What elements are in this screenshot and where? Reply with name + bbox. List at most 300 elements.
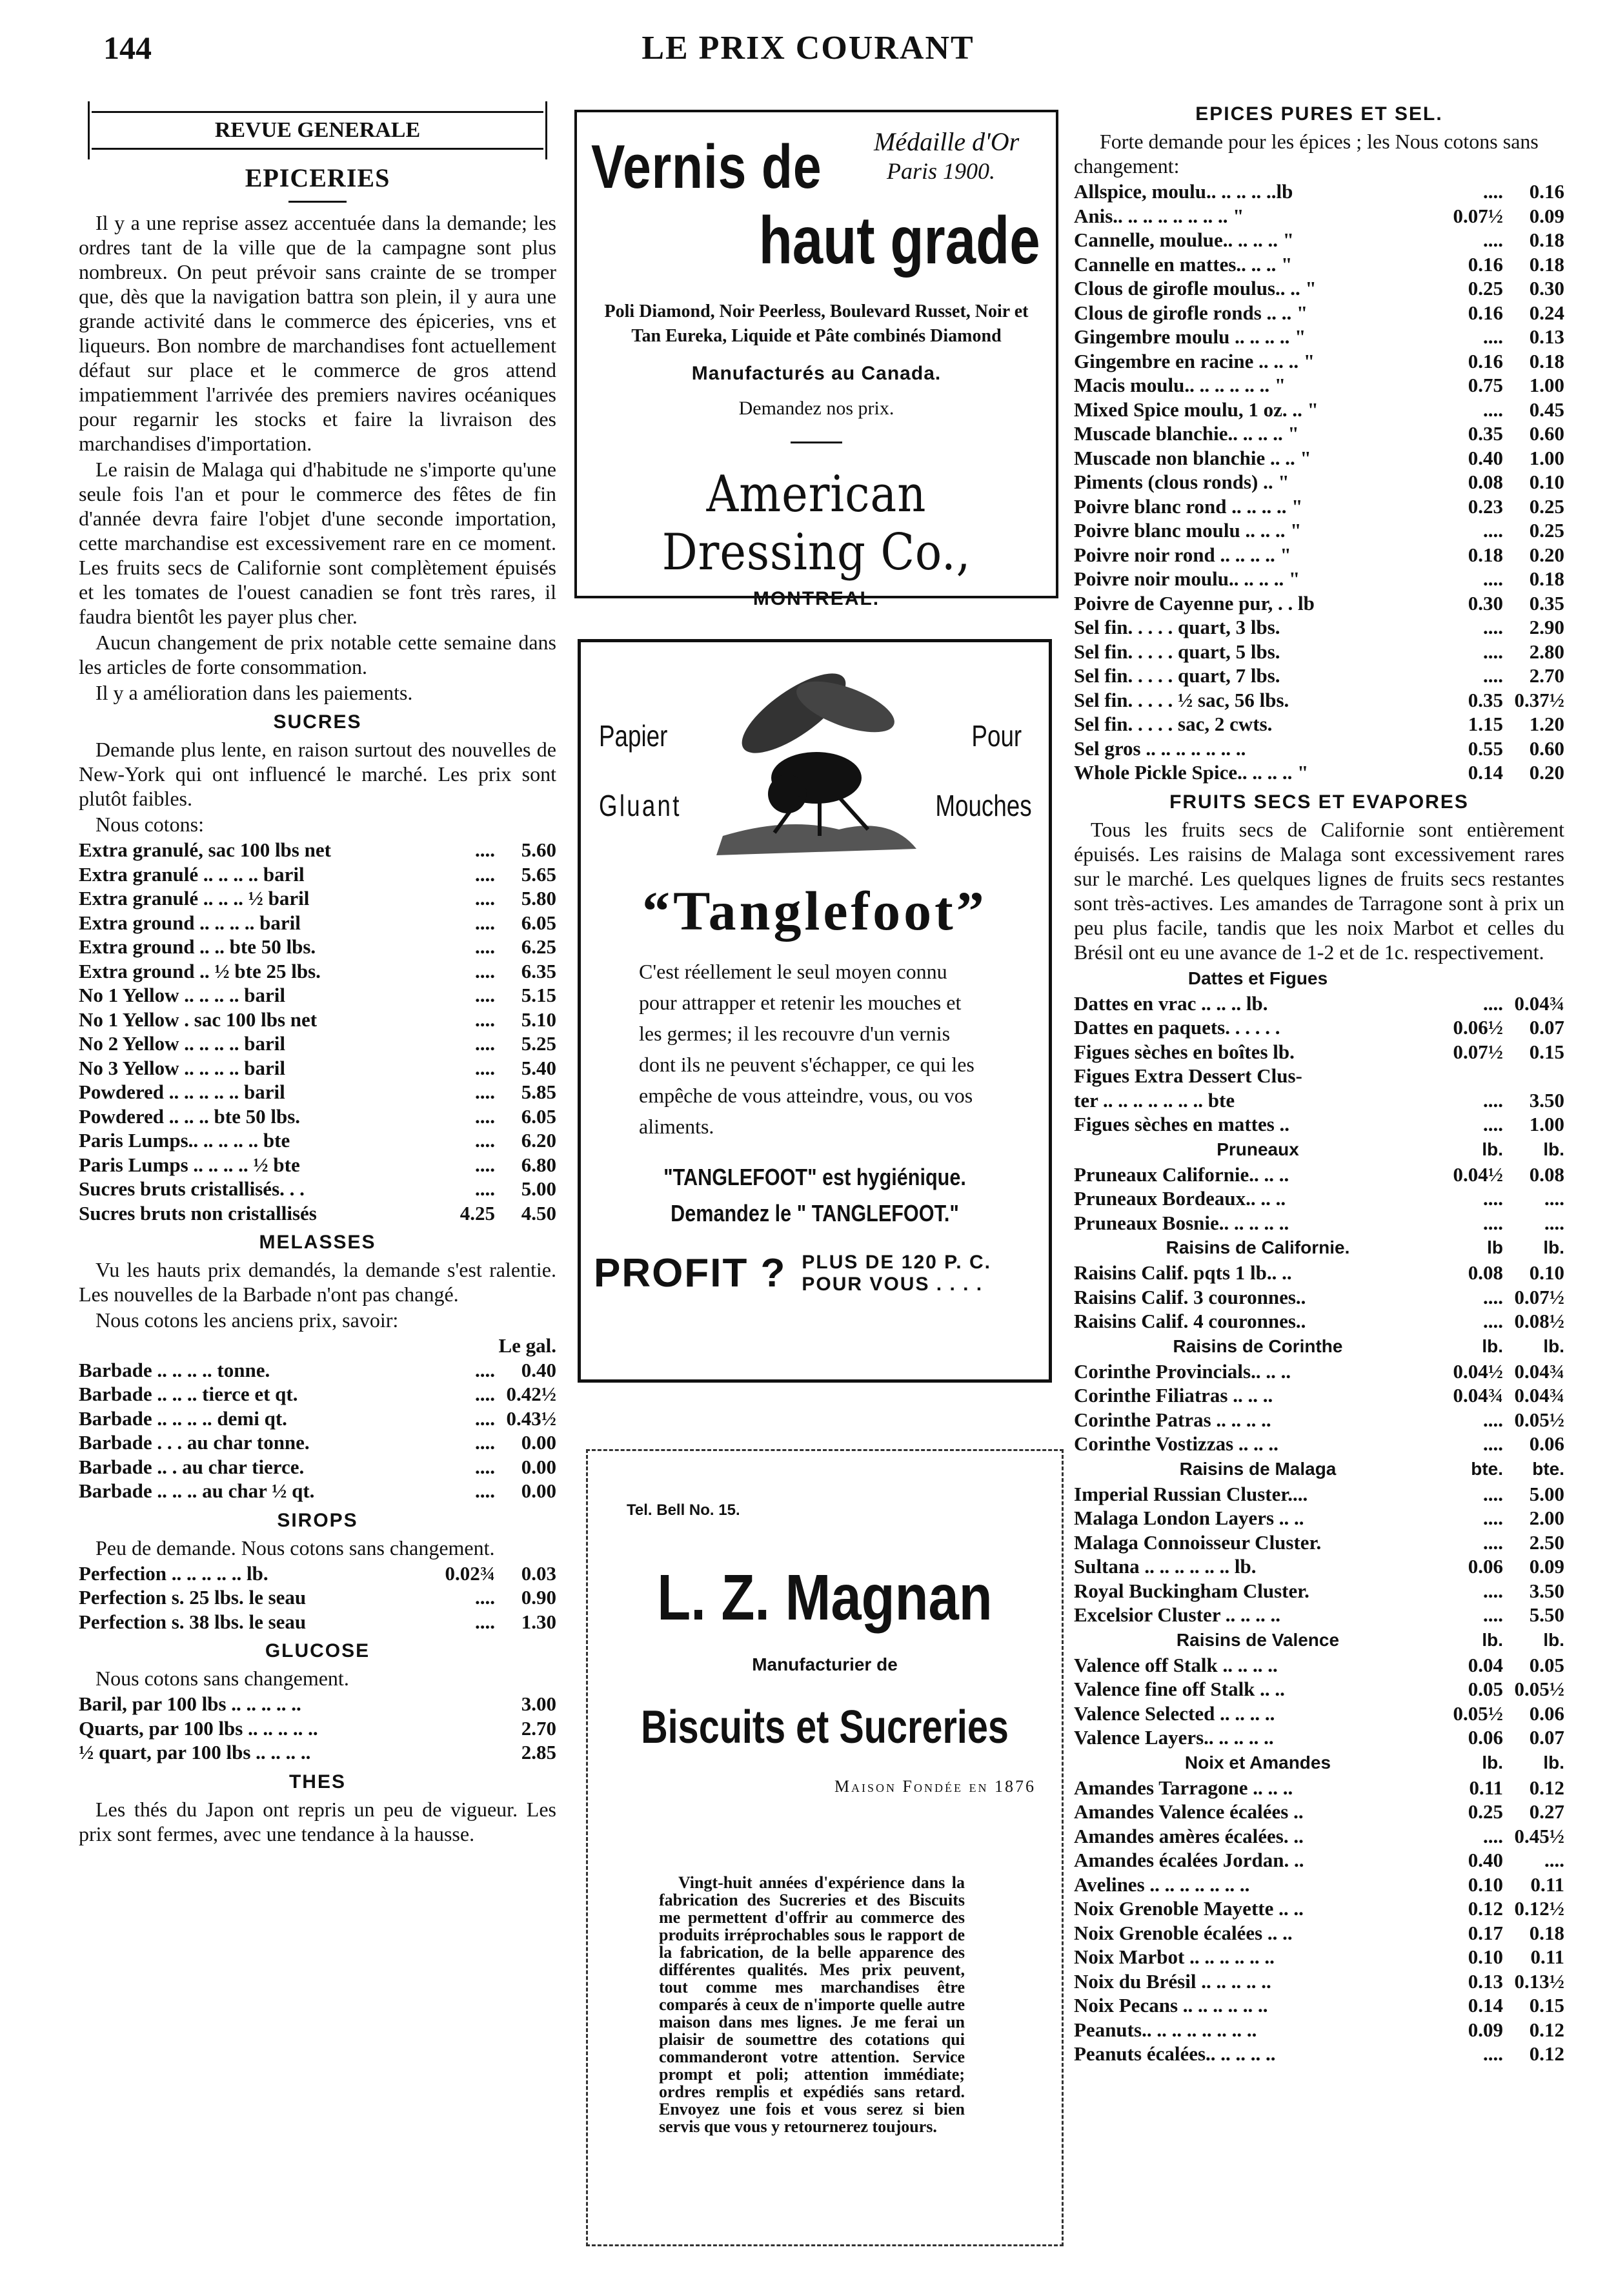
item-name: Malaga Connoisseur Cluster. (1074, 1530, 1322, 1554)
price-high: 5.60 (521, 838, 556, 861)
table-row (79, 1561, 556, 1586)
price-low: .... (475, 1455, 495, 1478)
subsection-header (1074, 1235, 1564, 1261)
price-high: 0.16 (1529, 180, 1564, 203)
price-low (434, 1692, 495, 1716)
item-name: Poivre noir moulu.. .. .. .. " (1074, 567, 1300, 590)
item-name: Amandes Tarragone .. .. .. (1074, 1776, 1293, 1799)
price-high: 1.00 (1529, 1113, 1564, 1135)
table-row (79, 1692, 556, 1716)
item-name: Pruneaux Californie.. .. .. (1074, 1163, 1289, 1186)
item-name: Corinthe Patras .. .. .. .. (1074, 1408, 1271, 1431)
table-row (79, 838, 556, 862)
page-header (0, 29, 1616, 74)
item-name: Cannelle en mattes.. .. .. " (1074, 252, 1293, 276)
table-row (1074, 1873, 1564, 1897)
item-name: Royal Buckingham Cluster. (1074, 1579, 1309, 1602)
glucose-lead: Nous cotons sans changement. (96, 1667, 349, 1690)
price-low: 0.05½ (1453, 1702, 1503, 1725)
price-low: .... (475, 1383, 495, 1405)
price-low: .... (1483, 2042, 1503, 2065)
price-high: 5.85 (521, 1081, 556, 1103)
ad2-papier: Papier (599, 719, 668, 753)
price-low: .... (475, 1479, 495, 1502)
price-low: .... (475, 1610, 495, 1633)
price-low: .... (1483, 1507, 1503, 1529)
ad1-ask: Demandez nos prix. (738, 398, 894, 419)
price-high: 0.30 (1529, 277, 1564, 300)
epices-intro: Forte demande pour les épices ; les Nous cotons sans changement: (1074, 130, 1539, 178)
price-high: 0.25 (1529, 519, 1564, 542)
price-high: 5.50 (1529, 1603, 1564, 1626)
price-high: 0.37½ (1514, 688, 1564, 711)
section-epices: EPICES PURES ET SEL. (1195, 103, 1443, 125)
table-row (1074, 1432, 1564, 1456)
table-row (79, 983, 556, 1008)
table-row (79, 1056, 556, 1081)
item-name: Muscade non blanchie .. .. " (1074, 446, 1311, 469)
price-high: 0.12½ (1514, 1897, 1564, 1920)
subsection-header (1074, 1627, 1564, 1653)
table-row (79, 886, 556, 911)
paragraph: Le raisin de Malaga qui d'habitude ne s'importe qu'une seule fois l'an et pour le commerce des fêtes de fin d'année devra faire l'objet d'une seconde importation, cette marchandise est excessivement rare en ce moment. Les fruits secs de Californie sont complètement épuisés et les tomates de l'ouest canadien se font très rares, il faudra bientôt les payer plus cher. (79, 458, 556, 628)
subsection-header (1074, 1456, 1564, 1482)
item-name: Sel fin. . . . . quart, 7 lbs. (1074, 664, 1280, 687)
item-name: Gingembre moulu .. .. .. .. " (1074, 325, 1306, 348)
table-row (1074, 543, 1564, 567)
price-high: 3.50 (1529, 1579, 1564, 1602)
price-high: 0.27 (1529, 1800, 1564, 1823)
section-melasses: MELASSES (259, 1232, 376, 1253)
price-high: 5.25 (521, 1032, 556, 1055)
price-high: 5.10 (521, 1008, 556, 1031)
table-row (1074, 179, 1564, 204)
price-low: .... (1483, 1187, 1503, 1210)
table-row (1074, 470, 1564, 494)
price-high: 0.20 (1529, 543, 1564, 566)
unit-low: lb. (1482, 1629, 1503, 1650)
price-low: .... (475, 959, 495, 982)
item-name: Macis moulu.. .. .. .. .. .. " (1074, 374, 1286, 396)
item-name: Sucres bruts non cristallisés (79, 1201, 317, 1224)
page-number: 144 (103, 30, 152, 66)
table-row (1074, 1064, 1564, 1088)
price-low: 0.18 (1468, 543, 1503, 566)
price-low: 0.35 (1468, 688, 1503, 711)
price-low: .... (1483, 1088, 1503, 1112)
item-name: Whole Pickle Spice.. .. .. .. " (1074, 761, 1309, 784)
item-name: Perfection s. 38 lbs. le seau (79, 1610, 307, 1633)
price-high: 2.80 (1529, 640, 1564, 663)
price-high: 0.06 (1529, 1432, 1564, 1455)
price-high: 0.11 (1530, 1873, 1564, 1896)
ad2-brand: “Tanglefoot” (642, 880, 987, 942)
subsection-title: Raisins de Corinthe (1173, 1336, 1343, 1356)
table-row (1074, 737, 1564, 761)
price-high: 0.00 (521, 1431, 556, 1454)
item-name: Noix Grenoble écalées .. .. (1074, 1921, 1293, 1944)
price-high: 1.20 (1529, 713, 1564, 735)
item-name: Barbade .. . au char tierce. (79, 1455, 305, 1478)
table-row (1074, 204, 1564, 229)
item-name: Noix Grenoble Mayette .. .. (1074, 1897, 1304, 1920)
price-high: 0.20 (1529, 761, 1564, 784)
price-high: 5.00 (521, 1177, 556, 1200)
subsection-header (1074, 1750, 1564, 1776)
price-low: 0.35 (1468, 422, 1503, 445)
price-low: 0.16 (1468, 252, 1503, 276)
table-row (79, 1104, 556, 1129)
ad2-body: C'est réellement le seul moyen connu pour attrapper et retenir les mouches et les germes; il les recouvre d'un vernis dont ils ne peuvent s'échapper, ce qui les empêche de vous atteindre, vous, ou vos aliments. (639, 960, 975, 1138)
unit-high: lb. (1543, 1336, 1564, 1356)
price-low: .... (1483, 229, 1503, 251)
price-high: 0.45½ (1514, 1824, 1564, 1847)
price-high: 2.85 (521, 1741, 556, 1763)
item-name: Extra granulé, sac 100 lbs net (79, 838, 331, 861)
unit-high: lb. (1543, 1237, 1564, 1257)
price-low: 0.25 (1468, 277, 1503, 300)
item-name: Muscade blanchie.. .. .. .. " (1074, 422, 1299, 445)
item-name: Sel fin. . . . . quart, 5 lbs. (1074, 640, 1280, 663)
item-name: Sel fin. . . . . quart, 3 lbs. (1074, 616, 1280, 638)
item-name: Barbade .. .. .. .. tonne. (79, 1358, 270, 1381)
price-low: .... (1483, 1530, 1503, 1554)
ad1-medal1: Médaille d'Or (874, 127, 1020, 156)
price-low: .... (1483, 567, 1503, 590)
price-low: 0.10 (1468, 1873, 1503, 1896)
table-row (1074, 252, 1564, 277)
ad1-line2: haut grade (759, 203, 1040, 278)
sirops-table (79, 1561, 556, 1634)
unit-high: bte. (1532, 1458, 1564, 1479)
table-row (1074, 1776, 1564, 1800)
price-low: .... (1483, 1310, 1503, 1332)
table-row (79, 1610, 556, 1634)
price-high: 2.50 (1529, 1530, 1564, 1554)
price-high: 5.15 (521, 984, 556, 1006)
price-high: 0.60 (1529, 422, 1564, 445)
subsection-header (1074, 966, 1564, 991)
price-high: 5.80 (521, 887, 556, 909)
table-row (1074, 712, 1564, 737)
price-low (1442, 1064, 1503, 1088)
item-name: Corinthe Vostizzas .. .. .. (1074, 1432, 1278, 1455)
price-low: 1.15 (1468, 713, 1503, 735)
table-row (79, 1153, 556, 1177)
price-low: 0.16 (1468, 301, 1503, 324)
item-name: Pruneaux Bosnie.. .. .. .. .. (1074, 1211, 1289, 1234)
table-row (1074, 2042, 1564, 2066)
item-name: Dattes en paquets. . . . . . (1074, 1016, 1280, 1039)
price-high: 3.50 (1529, 1088, 1564, 1112)
subsection-title: Dattes et Figues (1187, 968, 1328, 988)
table-row (79, 1080, 556, 1104)
price-low: .... (1483, 991, 1503, 1015)
ad-american-dressing (574, 110, 1058, 609)
subsection-title: Raisins de Malaga (1179, 1458, 1337, 1479)
price-low: .... (1483, 1603, 1503, 1626)
table-row (1074, 325, 1564, 349)
table-row (1074, 1579, 1564, 1603)
price-high: 0.07 (1529, 1016, 1564, 1039)
price-low: 0.04½ (1453, 1163, 1503, 1186)
price-high: 0.04¾ (1514, 1384, 1564, 1407)
subsection-title: Noix et Amandes (1184, 1752, 1331, 1773)
table-row (1074, 1211, 1564, 1235)
item-name: Avelines .. .. .. .. .. .. .. (1074, 1873, 1250, 1896)
price-low: 0.40 (1468, 1849, 1503, 1871)
table-row (79, 1430, 556, 1455)
table-row (1074, 2018, 1564, 2042)
epices-table (1074, 179, 1564, 785)
item-name: Cannelle, moulue.. .. .. .. " (1074, 229, 1294, 251)
item-name: Paris Lumps .. .. .. .. ½ bte (79, 1153, 300, 1176)
item-name: Amandes amères écalées. .. (1074, 1824, 1304, 1847)
price-low: .... (475, 984, 495, 1006)
price-low: 0.07½ (1453, 204, 1503, 227)
price-low: 0.10 (1468, 1946, 1503, 1968)
item-name: Noix Pecans .. .. .. .. .. .. (1074, 1994, 1268, 2017)
melasses-table (79, 1358, 556, 1503)
item-name: Raisins Calif. 3 couronnes.. (1074, 1285, 1306, 1308)
ad2-hyg2: Demandez le " TANGLEFOOT." (671, 1200, 959, 1226)
price-high: 0.05½ (1514, 1678, 1564, 1700)
item-name: Peanuts écalées.. .. .. .. .. (1074, 2042, 1276, 2065)
price-high: 0.12 (1529, 2042, 1564, 2065)
item-name: No 2 Yellow .. .. .. .. baril (79, 1032, 286, 1055)
item-name: Extra ground .. .. .. .. baril (79, 911, 301, 934)
glucose-table (79, 1692, 556, 1765)
price-high: 0.07½ (1514, 1285, 1564, 1308)
price-low: .... (1483, 1579, 1503, 1602)
price-low: .... (475, 1129, 495, 1152)
price-high: 0.11 (1530, 1946, 1564, 1968)
price-low: .... (1483, 180, 1503, 203)
price-low (434, 1716, 495, 1741)
price-low: .... (475, 1407, 495, 1430)
item-name: Valence off Stalk .. .. .. .. (1074, 1653, 1278, 1676)
table-row (1074, 1186, 1564, 1211)
ad1-body: Poli Diamond, Noir Peerless, Boulevard Russet, Noir et Tan Eureka, Liquide et Pâte combinés Diamond (604, 301, 1029, 346)
item-name: No 1 Yellow .. .. .. .. baril (79, 984, 286, 1006)
price-high: 6.25 (521, 935, 556, 958)
item-name: Barbade .. .. .. tierce et qt. (79, 1383, 298, 1405)
fruits-tables (1074, 966, 1564, 2066)
price-high: 0.10 (1529, 1261, 1564, 1284)
price-high: 0.43½ (506, 1407, 556, 1430)
price-low: 0.17 (1468, 1921, 1503, 1944)
table-row (1074, 1163, 1564, 1187)
price-high: 0.90 (521, 1586, 556, 1609)
table-row (1074, 373, 1564, 398)
price-low: .... (475, 1431, 495, 1454)
item-name: Pruneaux Bordeaux.. .. .. (1074, 1187, 1286, 1210)
price-high: 0.12 (1529, 2018, 1564, 2041)
price-low: .... (1483, 1285, 1503, 1308)
table-row (1074, 1383, 1564, 1408)
table-row (79, 1008, 556, 1032)
table-row (79, 1585, 556, 1610)
item-name: Amandes Valence écalées .. (1074, 1800, 1304, 1823)
ad1-city: MONTREAL. (752, 588, 880, 609)
price-low: 0.75 (1468, 374, 1503, 396)
item-name: Imperial Russian Cluster.... (1074, 1482, 1308, 1505)
item-name: Raisins Calif. pqts 1 lb.. .. (1074, 1261, 1292, 1284)
ad3-body: Vingt-huit années d'expérience dans la fabrication des Sucreries et des Biscuits me permettent d'offrir au commerce des produits irréprochables sous le rapport de la fabrication, de la belle apparence des différentes qualités. Mes prix peuvent, tout comme mes marchandises être comparés à ceux de n'importe quelle autre maison dans mes lignes. Je me ferai un plaisir de soumettre des cotations qui commanderont votre attention. Service prompt et poli; attention immédiate; ordres remplis et expédiés sans retard. Envoyez une fois et vous serez si bien servis que vous y retournerez toujours. (659, 1873, 965, 2136)
price-high: 1.00 (1529, 446, 1564, 469)
table-row (1074, 567, 1564, 591)
price-high: 5.40 (521, 1056, 556, 1079)
price-high: 2.70 (521, 1716, 556, 1740)
price-low: 0.06½ (1453, 1016, 1503, 1039)
unit-low: lb (1487, 1237, 1503, 1257)
table-row (1074, 301, 1564, 325)
price-low: .... (1483, 1408, 1503, 1431)
fly-icon (710, 655, 923, 862)
item-name: No 3 Yellow .. .. .. .. baril (79, 1056, 286, 1079)
table-row (1074, 1653, 1564, 1678)
price-low: .... (1483, 325, 1503, 348)
price-low: 0.07½ (1453, 1040, 1503, 1063)
item-name: ½ quart, par 100 lbs .. .. .. .. (79, 1741, 311, 1763)
item-name: Figues sèches en boîtes lb. (1074, 1040, 1295, 1063)
table-row (79, 1455, 556, 1479)
price-high: 0.18 (1529, 567, 1564, 590)
price-low: 0.40 (1468, 446, 1503, 469)
section-title-epiceries: EPICERIES (245, 163, 390, 192)
price-low: .... (1483, 1113, 1503, 1135)
table-row (79, 1031, 556, 1056)
price-high: 0.25 (1529, 494, 1564, 518)
table-row (1074, 1921, 1564, 1946)
price-high: 0.07 (1529, 1726, 1564, 1749)
price-low: 0.13 (1468, 1969, 1503, 1993)
divider (288, 201, 347, 203)
price-low: 4.25 (460, 1201, 495, 1224)
ad2-hyg1: "TANGLEFOOT" est hygiénique. (663, 1164, 966, 1190)
price-high: 0.42½ (506, 1383, 556, 1405)
item-name: Sel fin. . . . . ½ sac, 56 lbs. (1074, 688, 1289, 711)
table-row (1074, 1800, 1564, 1824)
price-low: 0.04¾ (1453, 1384, 1503, 1407)
table-row (79, 1407, 556, 1431)
price-low: 0.11 (1469, 1776, 1503, 1799)
section-sirops: SIROPS (277, 1509, 358, 1531)
price-high: 1.00 (1529, 374, 1564, 396)
table-row (1074, 991, 1564, 1016)
price-high: 1.30 (521, 1610, 556, 1633)
price-high: 0.24 (1529, 301, 1564, 324)
table-row (1074, 446, 1564, 471)
price-low: .... (475, 1008, 495, 1031)
item-name: Raisins Calif. 4 couronnes.. (1074, 1310, 1306, 1332)
item-name: Valence Layers.. .. .. .. .. (1074, 1726, 1274, 1749)
table-row (1074, 1896, 1564, 1921)
item-name: Valence fine off Stalk .. .. (1074, 1678, 1285, 1700)
ad3-founded: Maison Fondée en 1876 (834, 1777, 1036, 1796)
item-name: Barbade .. .. .. .. demi qt. (79, 1407, 287, 1430)
paragraph: Aucun changement de prix notable cette semaine dans les articles de forte consommation. (79, 631, 556, 678)
table-row (79, 1128, 556, 1153)
table-row (1074, 1285, 1564, 1310)
subsection-header (1074, 1137, 1564, 1163)
price-high: 3.00 (521, 1692, 556, 1715)
item-name: Peanuts.. .. .. .. .. .. .. .. (1074, 2018, 1257, 2041)
table-row (1074, 1359, 1564, 1384)
table-row (1074, 1015, 1564, 1040)
item-name: Gingembre en racine .. .. .. " (1074, 349, 1315, 372)
item-name: Allspice, moulu.. .. .. .. ..lb (1074, 180, 1293, 203)
table-row (79, 911, 556, 935)
price-high: 0.00 (521, 1479, 556, 1502)
item-name: Sel gros .. .. .. .. .. .. .. (1074, 737, 1246, 760)
item-name: Noix Marbot .. .. .. .. .. .. (1074, 1946, 1275, 1968)
price-low: 0.04½ (1453, 1359, 1503, 1383)
ad2-mouches: Mouches (935, 789, 1032, 822)
price-low: 0.23 (1468, 494, 1503, 518)
price-high: 0.40 (521, 1358, 556, 1381)
price-low: 0.06 (1468, 1726, 1503, 1749)
item-name: Mixed Spice moulu, 1 oz. .. " (1074, 398, 1318, 421)
price-low: .... (1483, 616, 1503, 638)
table-row (1074, 398, 1564, 422)
price-high: 0.05½ (1514, 1408, 1564, 1431)
ad1-medal2: Paris 1900. (887, 158, 996, 184)
item-name: Baril, par 100 lbs .. .. .. .. .. (79, 1692, 301, 1715)
left-column (79, 103, 556, 1847)
ad1-line1: Vernis de (591, 132, 822, 201)
price-low: .... (475, 935, 495, 958)
table-row (79, 1479, 556, 1503)
price-low: .... (1483, 1824, 1503, 1847)
revue-banner: REVUE GENERALE (92, 111, 543, 150)
price-high: 0.18 (1529, 252, 1564, 276)
item-name: Extra granulé .. .. .. .. baril (79, 862, 305, 886)
price-low: 0.25 (1468, 1800, 1503, 1823)
table-row (1074, 1530, 1564, 1555)
item-name: Perfection .. .. .. .. .. lb. (79, 1561, 268, 1585)
price-low: .... (475, 911, 495, 934)
table-row (1074, 1993, 1564, 2018)
item-name: Poivre blanc moulu .. .. .. " (1074, 519, 1302, 542)
price-high: 0.05 (1529, 1653, 1564, 1676)
price-high: 0.00 (521, 1455, 556, 1478)
table-row (1074, 1261, 1564, 1285)
price-low: 0.16 (1468, 349, 1503, 372)
price-low: 0.55 (1468, 737, 1503, 760)
table-row (1074, 1702, 1564, 1726)
paragraph: Il y a amélioration dans les paiements. (96, 681, 413, 704)
unit-high: lb. (1543, 1139, 1564, 1159)
item-name: Extra ground .. .. bte 50 lbs. (79, 935, 316, 958)
table-row (79, 935, 556, 959)
price-high: 0.13½ (1514, 1969, 1564, 1993)
melasses-lead: Nous cotons les anciens prix, savoir: (96, 1308, 399, 1332)
item-name: Quarts, par 100 lbs .. .. .. .. .. (79, 1716, 318, 1740)
item-name: Sel fin. . . . . sac, 2 cwts. (1074, 713, 1273, 735)
table-row (79, 1382, 556, 1407)
unit-high: lb. (1543, 1752, 1564, 1773)
price-high: 6.20 (521, 1129, 556, 1152)
price-low: 0.06 (1468, 1555, 1503, 1578)
price-high: 0.18 (1529, 229, 1564, 251)
price-high: 0.45 (1529, 398, 1564, 421)
ad2-plus1: PLUS DE 120 P. C. (802, 1251, 991, 1273)
price-low: .... (1483, 1211, 1503, 1234)
price-low: .... (475, 1032, 495, 1055)
item-name: No 1 Yellow . sac 100 lbs net (79, 1008, 318, 1031)
price-high: 0.13 (1529, 325, 1564, 348)
